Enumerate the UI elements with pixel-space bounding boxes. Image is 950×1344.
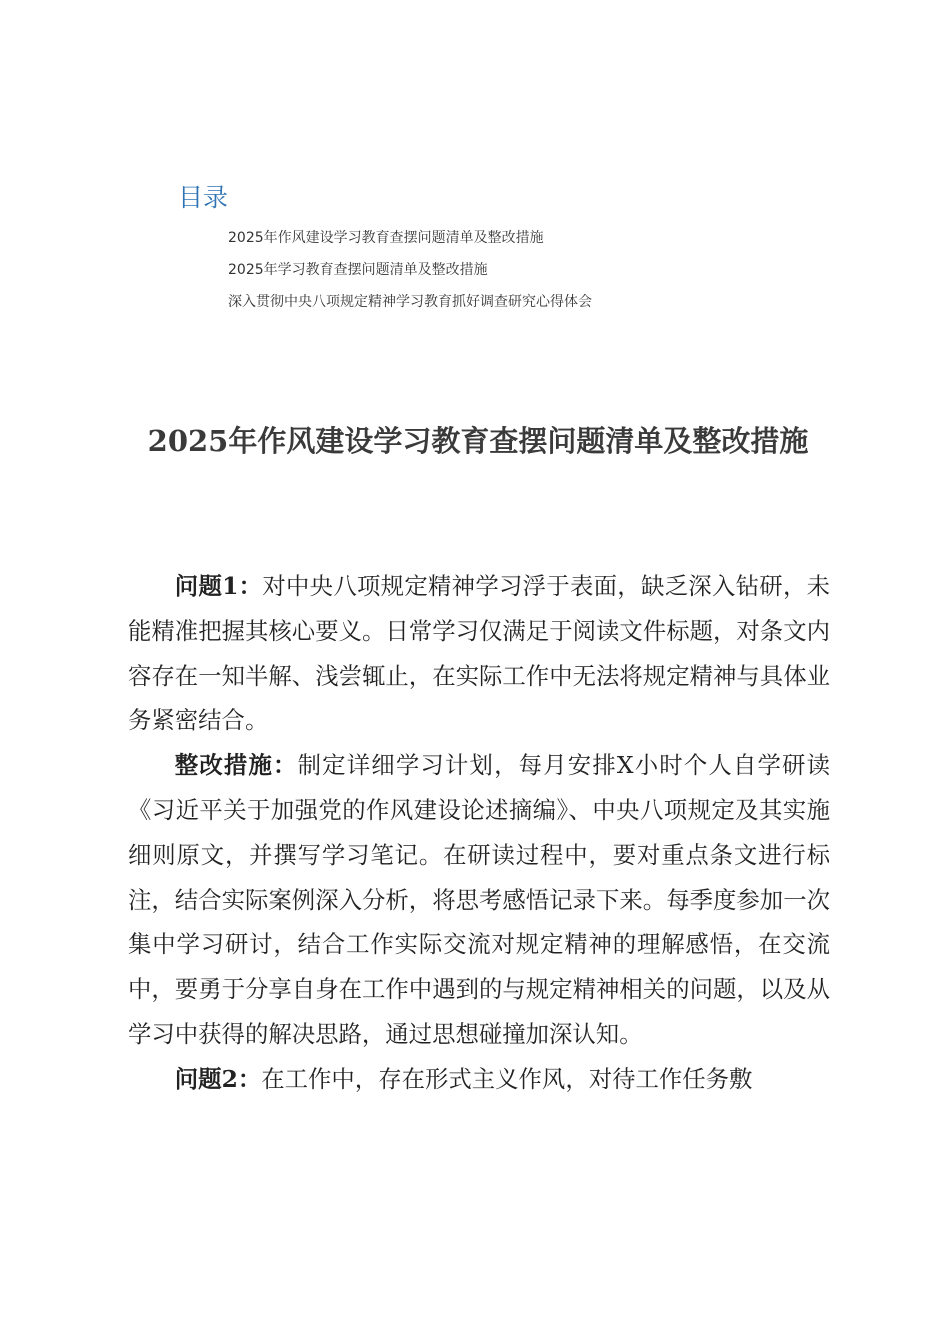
measures-1-text: 制定详细学习计划，每月安排X小时个人自学研读《习近平关于加强党的作风建设论述摘编》、中央八项规定及其实施细则原文，并撰写学习笔记。在研读过程中，要对重点条文进行标注，结合实际案例深入分析，将思考感悟记录下来。每季度参加一次集中学习研讨，结合工作实际交流对规定精神的理解感悟，在交流中，要勇于分享自身在工作中遇到的与规定精神相关的问题，以及从学习中获得的解决思路，通过思想碰撞加深认知。 — [128, 751, 831, 1048]
toc-list — [178, 222, 858, 318]
measures-1-label: 整改措施： — [174, 751, 298, 780]
document-title: 2025年作风建设学习教育查摆问题清单及整改措施 — [147, 424, 809, 458]
problem-1-text: 对中央八项规定精神学习浮于表面，缺乏深入钻研，未能精准把握其核心要义。日常学习仅满足于阅读文件标题，对条文内容存在一知半解、浅尝辄止，在实际工作中无法将规定精神与具体业务紧密结合。 — [128, 572, 830, 735]
paragraph-measures-1 — [128, 743, 830, 1057]
toc-item-3[interactable]: 深入贯彻中央八项规定精神学习教育抓好调查研究心得体会 — [228, 294, 592, 310]
toc-title: 目录 — [178, 183, 229, 212]
paragraph-problem-1 — [128, 564, 830, 743]
toc-item-1[interactable]: 2025年作风建设学习教育查摆问题清单及整改措施 — [228, 230, 544, 246]
problem-1-label: 问题1： — [174, 572, 263, 600]
problem-2-label: 问题2： — [174, 1064, 262, 1093]
toc-item-2[interactable]: 2025年学习教育查摆问题清单及整改措施 — [228, 262, 488, 278]
problem-2-text: 在工作中，存在形式主义作风，对待工作任务敷 — [261, 1064, 753, 1093]
document-body — [128, 564, 830, 1102]
table-of-contents — [178, 178, 858, 318]
paragraph-problem-2 — [128, 1057, 830, 1102]
